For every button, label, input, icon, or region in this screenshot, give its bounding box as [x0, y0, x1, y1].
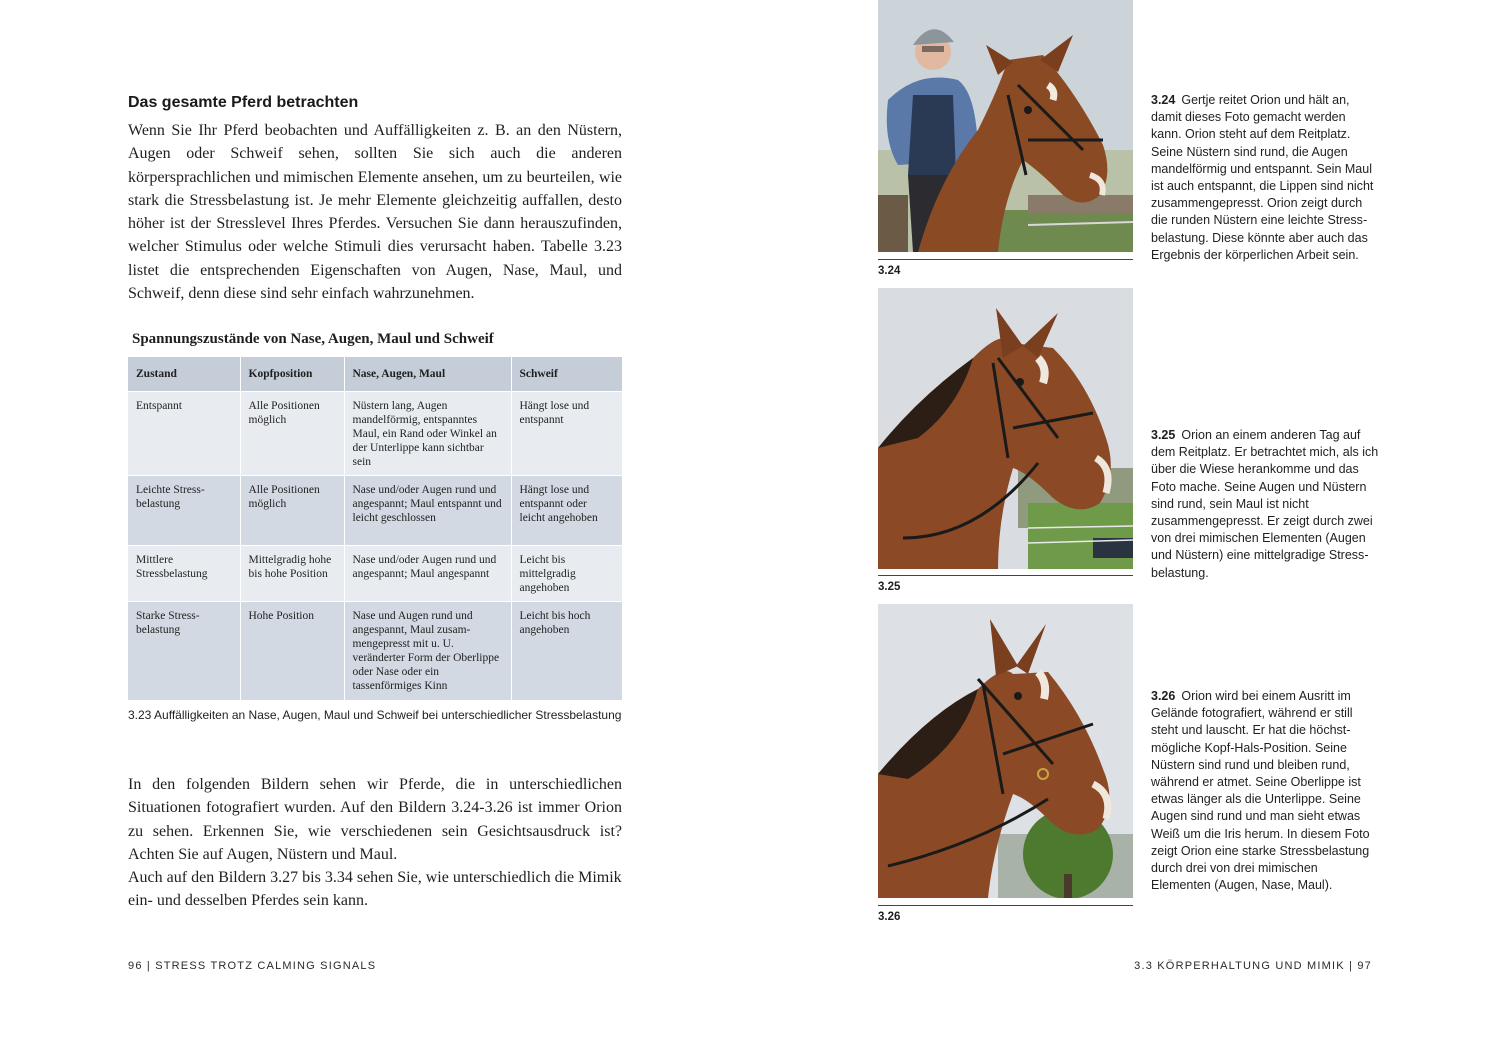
table-cell: Leichte Stressbelastung — [128, 476, 240, 546]
table-row — [128, 476, 622, 546]
table-header-row — [128, 357, 622, 392]
figure-rule — [878, 259, 1133, 260]
table-cell: Hängt lose und entspannt — [511, 392, 622, 476]
outro-paragraph: In den folgenden Bildern sehen wir Pferde, die in unterschiedlichen Situationen fotografiert wurden. Auf den Bildern 3.24-3.26 ist immer Orion zu sehen. Erkennen Sie, wie verschiedenen sein Gesichtsausdruck ist? Achten Sie auf Augen, Nüstern und Maul. — [128, 776, 622, 863]
caption-3-25 — [1151, 427, 1379, 582]
table-header-cell: Zustand — [128, 357, 240, 392]
table-cell: Nüstern lang, Augen mandelförmig, entspanntes Maul, ein Rand oder Winkel an der Unterlippe kann sichtbar sein — [344, 392, 511, 476]
table-row — [128, 546, 622, 602]
caption-3-26 — [1151, 688, 1379, 894]
table-caption: 3.23 Auffälligkeiten an Nase, Augen, Maul und Schweif bei unterschiedlicher Stressbelastung — [128, 708, 622, 722]
intro-paragraph: Wenn Sie Ihr Pferd beobachten und Auffälligkeiten z. B. an den Nüstern, Augen oder Schweif sehen, sollten Sie sich auch die anderen körpersprachlichen und mimischen Elemente ansehen, um zu beurteilen, wie stark die Stressbelastung ist. Je mehr Elemente gleichzeitig auffallen, desto höher ist der Stresslevel Ihres Pferdes. Versuchen Sie dann herauszufinden, welcher Stimulus oder welche Stimuli dies verursacht haben. Tabelle 3.23 listet die entsprechenden Eigenschaften von Augen, Nase, Maul, und Schweif, denn diese sind sehr einfach wahrzunehmen. — [128, 122, 622, 303]
figure-label: 3.26 — [878, 911, 901, 923]
table-cell: Nase und/oder Augen rund und angespannt; Maul angespannt — [344, 546, 511, 602]
caption-text: Orion an einem anderen Tag auf dem Reitplatz. Er betrachtet mich, als ich über die Wiese herankomme und das Foto mache. Seine Augen und Nüstern sind rund, sein Maul ist nicht zusammengepresst. Er zeigt durch zwei von drei mimischen Elementen (Augen und Nüstern) eine mittelgradige Stressbelastung. — [1151, 428, 1379, 580]
table-cell: Leicht bis hoch angehoben — [511, 602, 622, 700]
figure-rule — [878, 575, 1133, 576]
caption-number: 3.26 — [1151, 689, 1176, 703]
stress-table — [128, 357, 622, 700]
table-cell: Hohe Position — [240, 602, 344, 700]
figure-label: 3.24 — [878, 265, 901, 277]
table-row — [128, 602, 622, 700]
table-cell: Alle Positionen möglich — [240, 392, 344, 476]
outro-paragraph: Auch auf den Bildern 3.27 bis 3.34 sehen Sie, wie unterschiedlich die Mimik ein- und desselben Pferdes sein kann. — [128, 869, 622, 910]
caption-text: Orion wird bei einem Ausritt im Gelände fotografiert, während er still steht und lauscht. Er hat die höchstmögliche Kopf-Hals-Position. Seine Nüstern sind rund und bleiben rund, während er atmet. Seine Oberlippe ist etwas länger als die Unterlippe. Seine Augen sind rund und man sieht etwas Weiß um die Iris herum. In diesem Foto zeigt Orion eine starke Stressbelastung durch drei von drei mimischen Elementen (Augen, Nase, Maul). — [1151, 689, 1370, 893]
outro-paragraphs — [128, 773, 622, 913]
table-cell: Nase und Augen rund und angespannt, Maul zusammengepresst mit u. U. veränderter Form der Oberlippe oder Nase oder ein tassenförmiges Kinn — [344, 602, 511, 700]
table-title: Spannungszustände von Nase, Augen, Maul und Schweif — [132, 331, 494, 347]
horse-listening-image — [878, 604, 1133, 898]
table-header-cell: Schweif — [511, 357, 622, 392]
table-cell: Leicht bis mittelgradig angehoben — [511, 546, 622, 602]
section-heading: Das gesamte Pferd betrachten — [128, 94, 359, 111]
figure-rule — [878, 905, 1133, 906]
table-cell: Mittlere Stressbelastung — [128, 546, 240, 602]
table-cell: Nase und/oder Augen rund und angespannt; Maul entspannt und leicht geschlossen — [344, 476, 511, 546]
photo-3-25 — [878, 288, 1133, 569]
footer-left: 96 | STRESS TROTZ CALMING SIGNALS — [128, 960, 377, 972]
table-header-cell: Nase, Augen, Maul — [344, 357, 511, 392]
table-cell: Starke Stressbelastung — [128, 602, 240, 700]
table-cell: Mittelgradig hohe bis hohe Position — [240, 546, 344, 602]
table-cell: Hängt lose und entspannt oder leicht angehoben — [511, 476, 622, 546]
caption-3-24 — [1151, 92, 1379, 264]
rider-horse-image — [878, 0, 1133, 252]
caption-number: 3.24 — [1151, 93, 1176, 107]
figure-label: 3.25 — [878, 581, 901, 593]
photo-3-26 — [878, 604, 1133, 898]
horse-portrait-image — [878, 288, 1133, 569]
footer-right: 3.3 KÖRPERHALTUNG UND MIMIK | 97 — [1134, 960, 1372, 972]
table-header-cell: Kopfposition — [240, 357, 344, 392]
caption-number: 3.25 — [1151, 428, 1176, 442]
caption-text: Gertje reitet Orion und hält an, damit dieses Foto gemacht werden kann. Orion steht auf dem Reitplatz. Seine Nüstern sind rund, die Augen mandelförmig und entspannt. Sein Maul ist auch entspannt, die Lippen sind nicht zusammengepresst. Orion zeigt durch die runden Nüstern eine leichte Stressbelastung. Diese könnte aber auch das Ergebnis der körperlichen Arbeit sein. — [1151, 93, 1374, 262]
table-cell: Alle Positionen möglich — [240, 476, 344, 546]
table-cell: Entspannt — [128, 392, 240, 476]
table-row — [128, 392, 622, 476]
photo-3-24 — [878, 0, 1133, 252]
